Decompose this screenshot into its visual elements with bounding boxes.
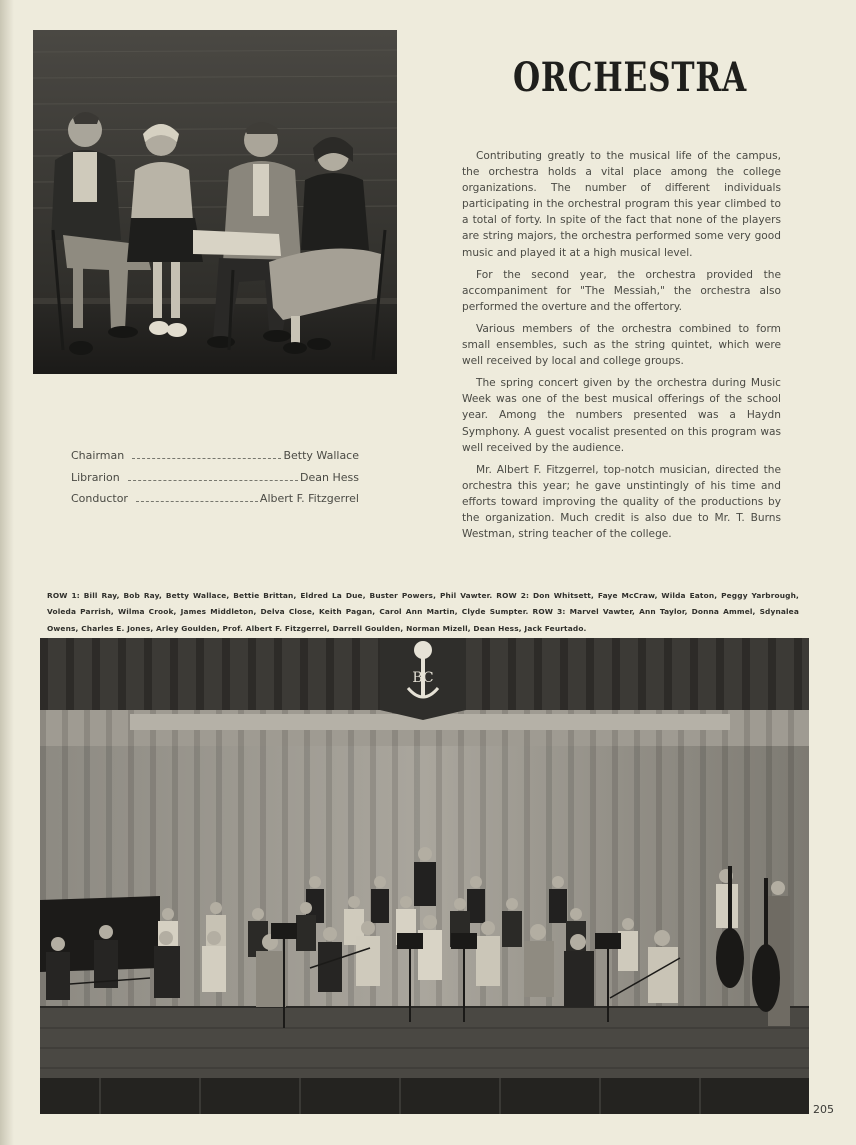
- officer-name: Albert F. Fitzgerrel: [259, 492, 359, 505]
- paragraph: For the second year, the orchestra provided the accompaniment for "The Messiah," the orchestra also performed the overture and the offertory.: [462, 268, 781, 313]
- page-number: 205: [813, 1103, 834, 1116]
- leader-dots: [136, 501, 258, 502]
- photo-caption: ROW 1: Bill Ray, Bob Ray, Betty Wallace, Bettie Brittan, Eldred La Due, Buster Powers, Phil Vawter. ROW 2: Don Whitsett, Faye McCraw, Wilda Eaton, Peggy Yarbrough, Voleda Parrish, Wilma Crook, James Middleton, Delva Close, Keith Pagan, Carol Ann Martin, Clyde Sumpter. ROW 3: Marvel Vawter, Ann Taylor, Donna Ammel, Sdynalea Owens, Charles E. Jones, Arley Goulden, Prof. Albert F. Fitzgerrel, Darrell Goulden, Norman Mizell, Dean Hess, Jack Feurtado.: [47, 591, 799, 633]
- officers-photo: [33, 30, 397, 374]
- paragraph: Contributing greatly to the musical life of the campus, the orchestra holds a vital place among the college organizations. The number of different individuals participating in the orchestral program this year climbed to a total of forty. In spite of the fact that none of the players are string majors, the orchestra performed some very good music and played it at a high musical level.: [462, 150, 781, 259]
- article-body: [462, 148, 781, 548]
- page-title: ORCHESTRA: [512, 54, 748, 101]
- paragraph: Mr. Albert F. Fitzgerrel, top-notch musician, directed the orchestra this year; he gave unstintingly of his time and efforts toward improving the quality of the productions by the organization. Much credit is also due to Mr. T. Burns Westman, string teacher of the college.: [462, 463, 781, 541]
- officer-name: Betty Wallace: [283, 449, 359, 462]
- officers-list: [71, 449, 359, 514]
- leader-dots: [128, 480, 298, 481]
- officer-row: [71, 471, 359, 493]
- officer-role: Librarion: [71, 470, 120, 484]
- page-edge-shadow: [0, 0, 14, 1145]
- officer-row: [71, 449, 359, 471]
- paragraph: The spring concert given by the orchestra during Music Week was one of the best musical offerings of the school year. Among the numbers presented was a Haydn Symphony. A guest vocalist presented on this program was well received by the audience.: [462, 377, 781, 454]
- officer-role: Conductor: [71, 492, 128, 505]
- leader-dots: [132, 458, 281, 459]
- paragraph: Various members of the orchestra combined to form small ensembles, such as the string quintet, which were well received by local and college groups.: [462, 322, 781, 368]
- banner-emblem: [380, 638, 466, 720]
- svg-text:BC: BC: [412, 670, 434, 686]
- officer-role: Chairman: [71, 449, 125, 462]
- orchestra-photo: [40, 638, 809, 1114]
- officer-row: [71, 492, 359, 514]
- officer-name: Dean Hess: [300, 470, 359, 484]
